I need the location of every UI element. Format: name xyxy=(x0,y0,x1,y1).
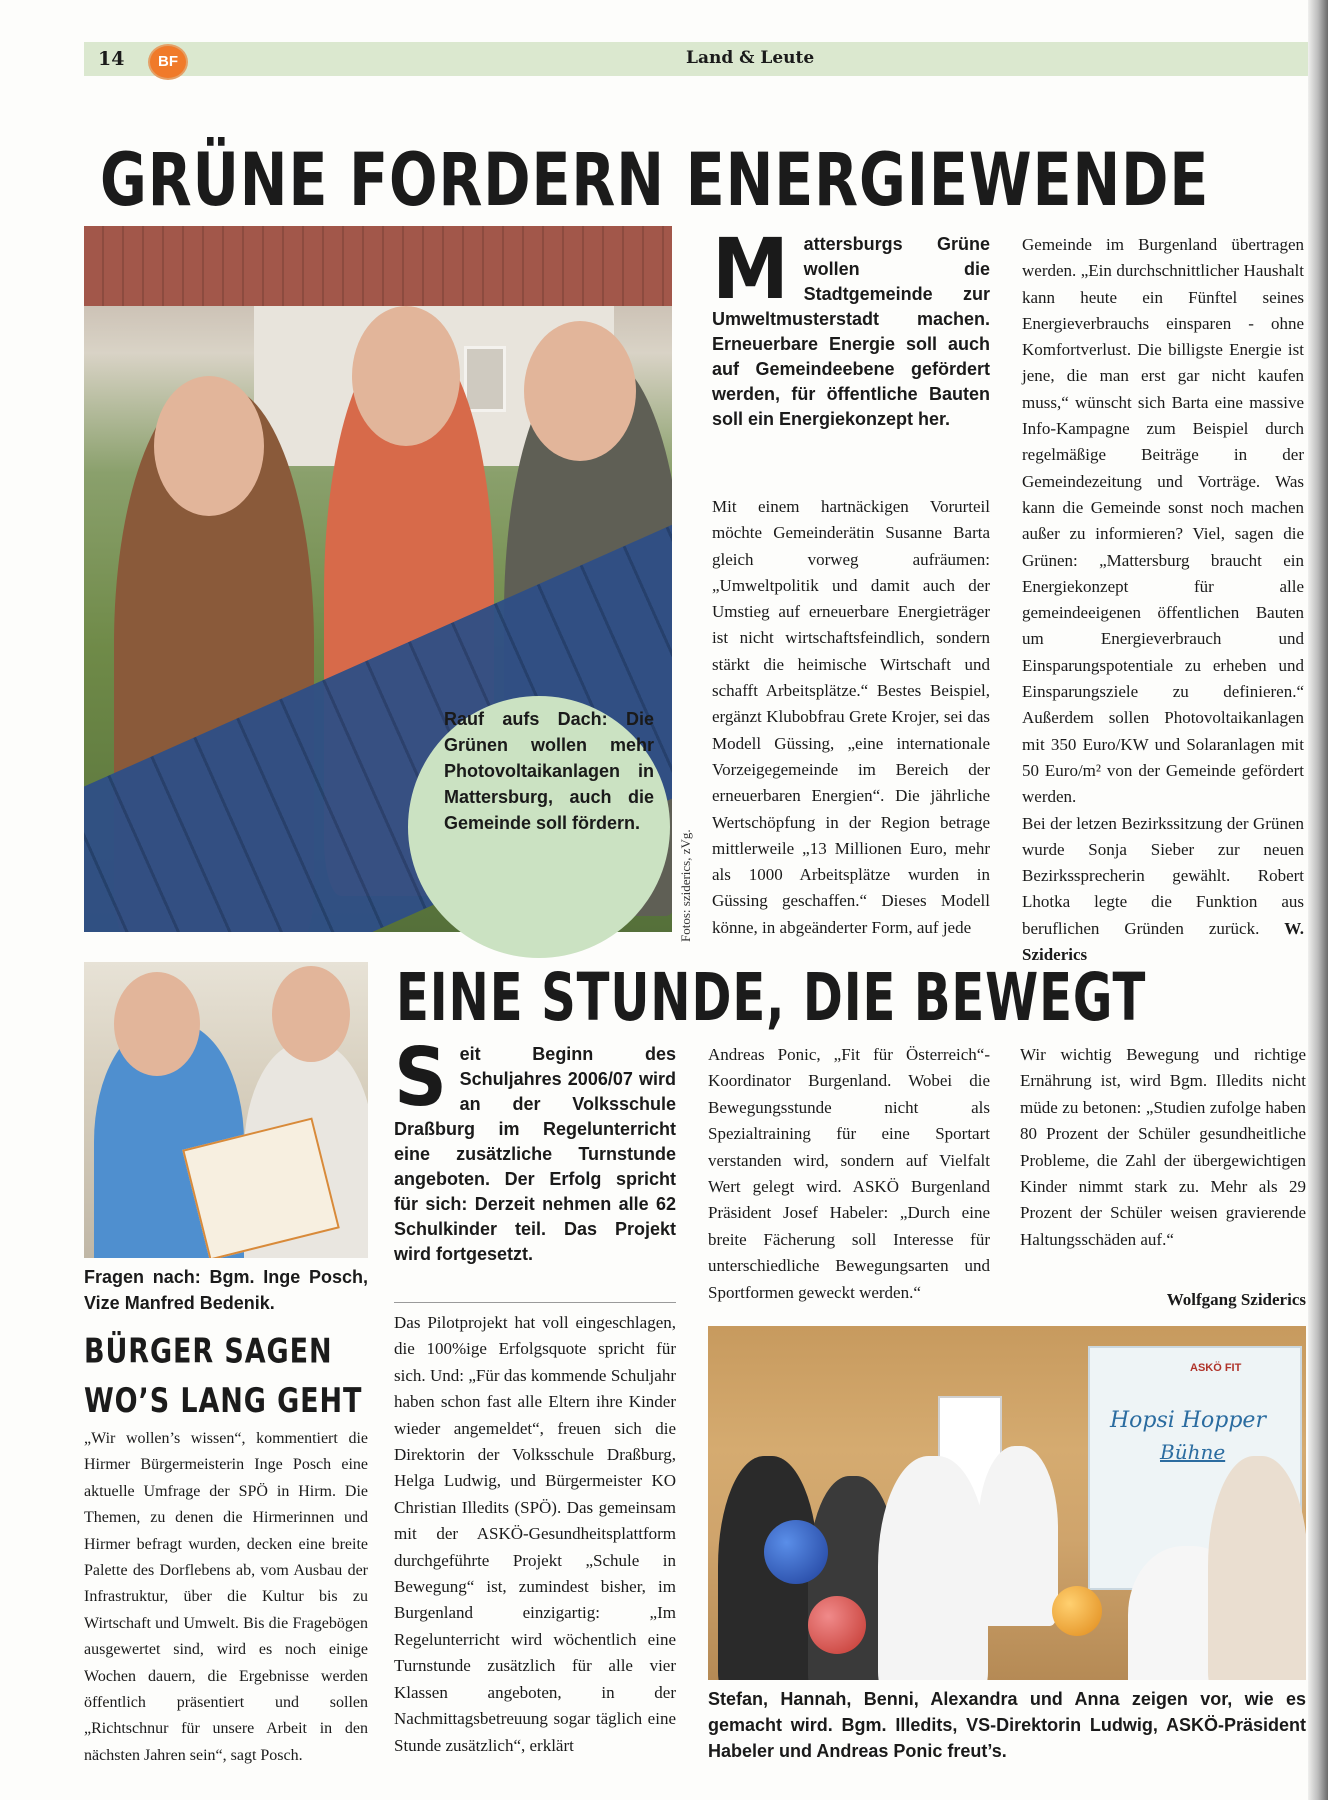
publication-logo: BF xyxy=(148,44,188,80)
body-stunde-col1: Das Pilotprojekt hat voll eingeschlagen, die 100%ige Erfolgsquote spricht für sich. Und: „Für das kommende Schuljahr haben schon fast alle Eltern ihre Kinder wieder angemeldet“, freuen sich die Direktorin der Volksschule Draßburg, Helga Ludwig, und Bürgermeister KO Christian Illedits (SPÖ). Das gemeinsam mit der ASKÖ-Gesundheitsplattform durchgeführte Projekt „Schule in Bewegung“ ist, zumindest bisher, im Burgenland einzigartig: „Im Regelunterricht wird wöchentlich eine Turnstunde zusätzlich für alle vier Klassen angeboten, in der Nachmittagsbetreuung sogar täglich eine Stunde zusätzlich“, erklärt xyxy=(394,1313,676,1755)
lead-stunde-text: eit Beginn des Schuljahres 2006/07 wird an der Volksschule Draßburg im Regelunterricht eine zusätzliche Turnstunde angeboten. Der Erfolg spricht für sich: Derzeit nehmen alle 62 Schulkinder teil. Das Projekt wird fortgesetzt. xyxy=(394,1044,676,1264)
face-left xyxy=(154,376,264,516)
lead-stunde xyxy=(394,1031,676,1267)
author-energiewende: W. Sziderics xyxy=(1022,918,1304,965)
window-graphic xyxy=(464,346,506,412)
photo-gym-group xyxy=(708,1326,1306,1680)
face-right xyxy=(524,321,636,461)
photo-caption-gym: Stefan, Hannah, Benni, Alexandra und Anna zeigen vor, wie es gemacht wird. Bgm. Illedits, VS-Direktorin Ludwig, ASKÖ-Präsident Habeler und Andreas Ponic freut’s. xyxy=(708,1689,1306,1761)
author-stunde: Wolfgang Sziderics xyxy=(1166,1290,1306,1309)
headline-buerger xyxy=(84,1328,362,1427)
photo-caption-solar: Rauf aufs Dach: Die Grünen wollen mehr Photovoltaikanlagen in Mattersburg, auch die Gemeinde soll fördern. xyxy=(444,709,654,833)
red-ball-graphic xyxy=(808,1596,866,1654)
body-energiewende-col2 xyxy=(1022,232,1304,968)
divider-rule xyxy=(394,1302,676,1303)
body-col2-text: Gemeinde im Burgenland übertragen werden. „Ein durchschnittlicher Haushalt kann heute ein Fünftel seines Energieverbrauchs einsparen - ohne Komfortverlust. Die billigste Energie ist jene, die man erst gar nicht kaufen muss,“ wünscht sich Barta eine massive Info-Kampagne zum Beispiel durch regelmäßige Beiträge in der Gemeindezeitung und Vorträge. Was kann die Gemeinde sonst noch machen außer zu informieren? Viel, sagen die Grünen: „Mattersburg braucht ein Energiekonzept für alle gemeindeeigenen öffentlichen Bauten um Energieverbrauch und Einsparungspotentiale zu erheben und Einsparungsziele zu definieren.“ Außerdem sollen Photovoltaikanlagen mit 350 Euro/KW und Solaranlagen mit 50 Euro/m² von der Gemeinde gefördert werden. xyxy=(1022,235,1304,807)
person-5 xyxy=(1208,1456,1306,1680)
page-edge-shadow xyxy=(1308,0,1328,1800)
face-man xyxy=(114,972,200,1076)
roof-graphic xyxy=(84,226,672,306)
body-stunde-col3: Wir wichtig Bewegung und richtige Ernährung ist, wird Bgm. Illedits nicht müde zu betonen: „Studien zufolge haben 80 Prozent der Schüler gesundheitliche Probleme, die Zahl der übergewichtigen Kinder nimmt stark zu. Mehr als 29 Prozent der Schüler weisen gravierende Haltungsschäden auf.“ xyxy=(1020,1045,1306,1249)
body-energiewende-col1: Mit einem hartnäckigen Vorurteil möchte Gemeinderätin Susanne Barta gleich vorweg aufräumen: „Umweltpolitik und damit auch der Umstieg auf erneuerbare Energieträger ist nicht wirtschaftsfeindlich, sondern stärkt die heimische Wirtschaft und schafft Arbeitsplätze.“ Bestes Beispiel, ergänzt Klubobfrau Grete Krojer, sei das Modell Güssing, „eine internationale Vorzeigegemeinde im Bereich der erneuerbaren Energien“. Die jährliche Wertschöpfung in der Region betrage mittlerweile „13 Millionen Euro, mehr als 1000 Arbeitsplätze wurden in Güssing geschaffen.“ Dieses Modell könne, in abgeänderter Form, auf jede xyxy=(712,497,990,937)
photo-caption-posch: Fragen nach: Bgm. Inge Posch, Vize Manfred Bedenik. xyxy=(84,1267,368,1313)
headline-buerger-line1: BÜRGER SAGEN xyxy=(84,1332,333,1372)
section-title: Land & Leute xyxy=(686,48,815,68)
dropcap-m: M xyxy=(712,220,789,318)
banner-line2: Bühne xyxy=(1160,1440,1226,1464)
banner-brand: ASKÖ FIT xyxy=(1190,1362,1242,1374)
orange-ball-graphic xyxy=(1052,1586,1102,1636)
blue-ball-graphic xyxy=(764,1520,828,1584)
headline-energiewende: GRÜNE FORDERN ENERGIEWENDE xyxy=(100,138,1210,224)
body-col2-text-b: Bei der letzen Bezirkssitzung der Grünen wurde Sonja Sieber zur neuen Bezirkssprecherin gewählt. Robert Lhotka legte die Funktion aus beruflichen Gründen zurück. xyxy=(1022,813,1304,938)
headline-buerger-line2: WO’S LANG GEHT xyxy=(84,1381,363,1421)
banner-line1: Hopsi Hopper xyxy=(1110,1408,1266,1433)
headline-stunde: EINE STUNDE, DIE BEWEGT xyxy=(396,960,1147,1037)
photo-posch-bedenik xyxy=(84,962,368,1258)
dropcap-s: S xyxy=(394,1031,448,1124)
photo-credit: Fotos: sziderics, zVg. xyxy=(678,829,693,942)
face-center xyxy=(352,306,460,446)
lead-text: attersburgs Grüne wollen die Stadtgemeinde zur Umweltmusterstadt machen. Erneuerbare Energie soll auch auf Gemeindeebene gefördert werden, für öffentliche Bauten soll ein Energiekonzept her. xyxy=(712,234,990,429)
person-3 xyxy=(878,1456,988,1680)
page-number: 14 xyxy=(98,48,125,70)
child-1 xyxy=(978,1446,1058,1626)
lead-energiewende xyxy=(712,220,990,432)
body-stunde-col2: Andreas Ponic, „Fit für Österreich“-Koordinator Burgenland. Wobei die Bewegungsstunde nicht als Spezialtraining für eine Sportart verstanden wird, sondern auf Vielfalt Wert gelegt wird. ASKÖ Burgenland Präsident Josef Habeler: „Durch eine breite Fächerung soll Interesse für unterschiedliche Bewegungsarten und Sportformen geweckt werden.“ xyxy=(708,1045,990,1302)
face-woman xyxy=(272,966,350,1062)
body-buerger: „Wir wollen’s wissen“, kommentiert die Hirmer Bürgermeisterin Inge Posch eine aktuelle Umfrage der SPÖ in Hirm. Die Themen, zu denen die Hirmerinnen und Hirmer befragt wurden, decken eine breite Palette des Dorflebens ab, vom Ausbau der Infrastruktur, über die Kultur bis zu Wirtschaft und Umwelt. Bis die Fragebögen ausgewertet sind, wird es noch einige Wochen dauern, die Ergebnisse werden öffentlich präsentiert und sollen „Richtschnur für unsere Arbeit in den nächsten Jahren sein“, sagt Posch. xyxy=(84,1430,368,1764)
